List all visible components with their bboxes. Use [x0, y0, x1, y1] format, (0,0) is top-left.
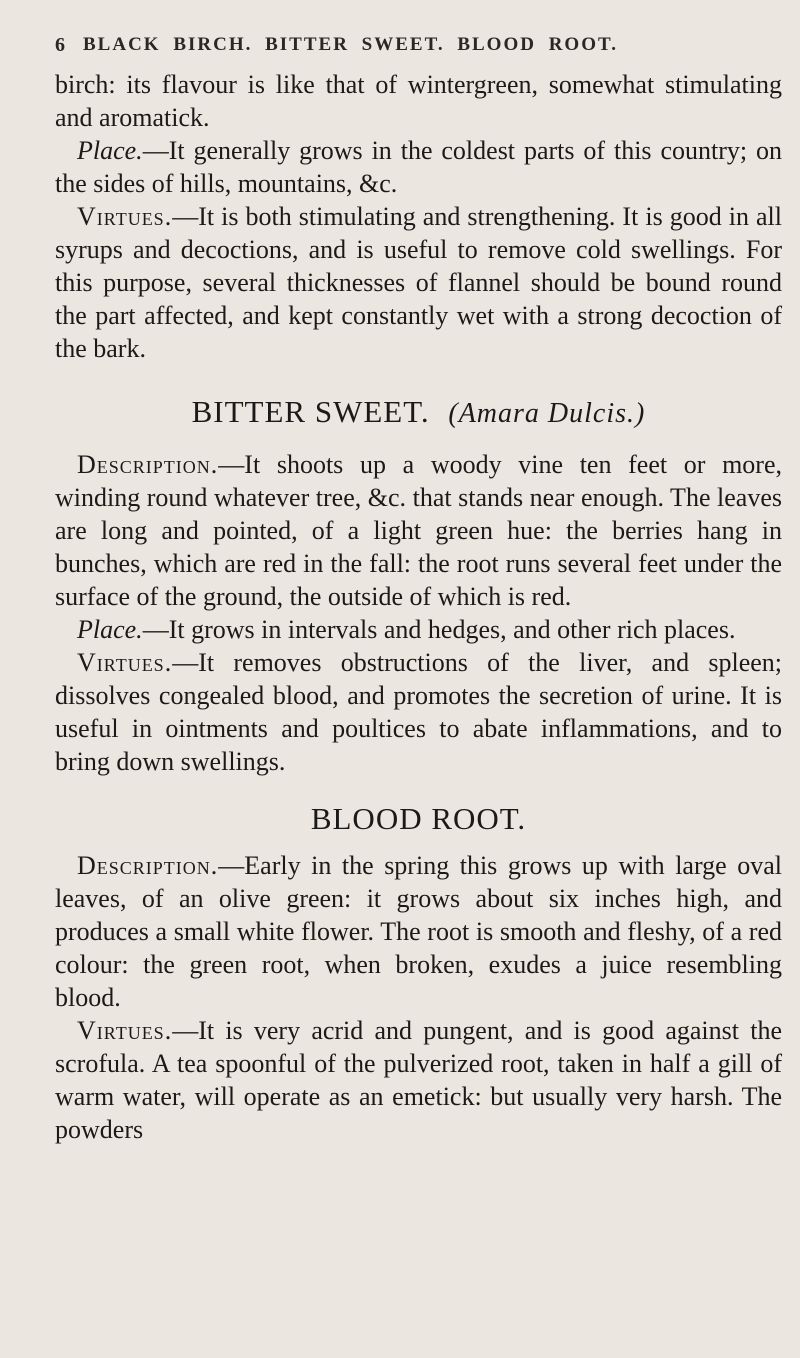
description-text: —It shoots up a woody vine ten feet or more, winding round whatever tree, &c. that stands near enough. The leaves are long and pointed, of a light green hue: the berries hang in bunches, which are red in the fall: the root runs several feet under the surface of the ground, the outside of which is red.	[55, 450, 782, 611]
black-birch-virtues-paragraph	[55, 200, 782, 365]
continuation-text: birch: its flavour is like that of wintergreen, somewhat stimulating and aromatick.	[55, 70, 782, 132]
virtues-text: —It is both stimulating and strengthening. It is good in all syrups and decoctions, and is useful to remove cold swellings. For this purpose, several thicknesses of flannel should be bound round the part affected, and kept constantly wet with a strong decoction of the bark.	[55, 202, 782, 363]
virtues-text: —It is very acrid and pungent, and is good against the scrofula. A tea spoonful of the pulverized root, taken in half a gill of warm water, will operate as an emetick: but usually very harsh. The powders	[55, 1016, 782, 1144]
place-text: —It generally grows in the coldest parts of this country; on the sides of hills, mountains, &c.	[55, 136, 782, 198]
blood-root-description-paragraph	[55, 849, 782, 1014]
description-label: Description.	[77, 851, 219, 880]
section-title: BITTER SWEET.	[191, 394, 430, 429]
virtues-label: Virtues.	[77, 1016, 173, 1045]
description-label: Description.	[77, 450, 219, 479]
bitter-sweet-description-paragraph	[55, 448, 782, 613]
place-label: Place.	[77, 615, 143, 644]
virtues-text: —It removes obstructions of the liver, and spleen; dissolves congealed blood, and promotes the secretion of urine. It is useful in ointments and poultices to abate inflammations, and to bring down swellings.	[55, 648, 782, 776]
running-head	[55, 28, 782, 68]
blood-root-heading	[55, 802, 782, 835]
bitter-sweet-place-paragraph	[55, 613, 782, 646]
virtues-label: Virtues.	[77, 648, 173, 677]
place-label: Place.	[77, 136, 143, 165]
running-head-title: BLACK BIRCH. BITTER SWEET. BLOOD ROOT.	[83, 34, 619, 55]
black-birch-place-paragraph	[55, 134, 782, 200]
page-number: 6	[55, 34, 67, 56]
blood-root-virtues-paragraph	[55, 1014, 782, 1146]
bitter-sweet-virtues-paragraph	[55, 646, 782, 778]
place-text: —It grows in intervals and hedges, and other rich places.	[142, 615, 736, 644]
body-text	[55, 68, 782, 1146]
section-title: BLOOD ROOT.	[310, 801, 527, 836]
bitter-sweet-heading	[55, 395, 782, 430]
virtues-label: Virtues.	[77, 202, 173, 231]
description-text: —Early in the spring this grows up with large oval leaves, of an olive green: it grows about six inches high, and produces a small white flower. The root is smooth and fleshy, of a red colour: the green root, when broken, exudes a juice resembling blood.	[55, 851, 782, 1012]
latin-name: (Amara Dulcis.)	[448, 398, 646, 429]
black-birch-continuation	[55, 68, 782, 134]
